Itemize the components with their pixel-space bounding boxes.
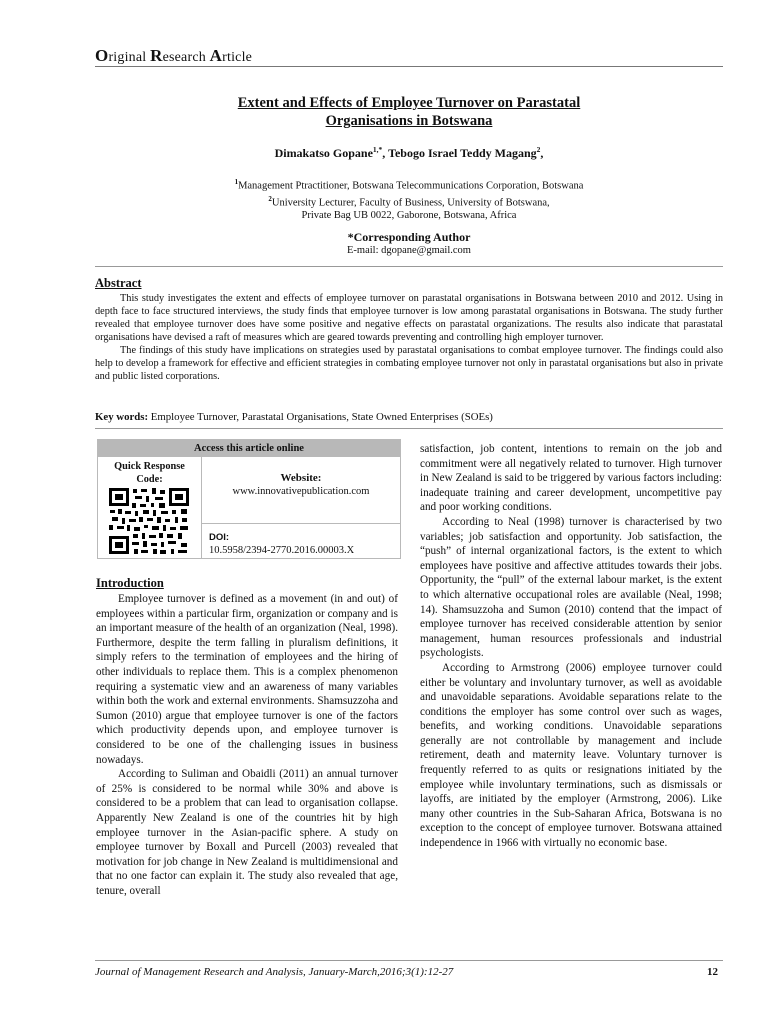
qr-code-label-line-1: Quick Response	[114, 461, 185, 472]
author-separator: ,	[382, 146, 389, 160]
affiliation-2	[95, 193, 723, 210]
website-label: Website:	[280, 472, 322, 484]
article-title-line-2: Organisations in Botswana	[325, 113, 493, 129]
doi-label: DOI:	[209, 532, 230, 543]
author-2-superscript: 2	[536, 145, 541, 154]
article-title-line-1: Extent and Effects of Employee Turnover on Parastatal	[237, 95, 581, 111]
doi-link[interactable]: 10.5958/2394-2770.2016.00003.X	[209, 545, 355, 556]
affiliation-2-superscript: 2	[268, 194, 272, 203]
corresponding-author-email: E-mail: dgopane@gmail.com	[347, 245, 471, 256]
journal-citation: Journal of Management Research and Analysis, January-March,2016;3(1):12-27	[95, 966, 454, 978]
affiliation-2-text: University Lecturer, Faculty of Business, University of Botswana,	[271, 197, 550, 208]
affiliation-1	[95, 176, 723, 193]
article-type-rest-2: esearch	[162, 50, 210, 65]
abstract-top-rule	[95, 266, 723, 267]
affiliations	[95, 176, 723, 222]
right-paragraph-2: According to Neal (1998) turnover is characterised by two variables; job satisfaction and opportunity. Job satisfaction, the “push” of internal organizational factors, is the extent to which employees have positive and affective attitudes towards their jobs. Opportunity, the “pull” of the external labour market, is the extent to which alternative occupational roles are available (Neal, 1998; 14). Shamsuzzoha and Sumon (2010) contend that the impact of employee turnover has received considerable attention by senior management, human resources professionals and industrial psychologists.	[420, 515, 722, 660]
website-link[interactable]: www.innovativepublication.com	[232, 486, 370, 497]
right-paragraph-1: satisfaction, job content, intentions to remain on the job and commitment were all negatively related to turnover. High turnover in New Zealand is said to be triggered by various factors including: inadequate training and career development, uncompetitive pay and poor working conditions.	[420, 443, 722, 514]
affiliation-1-superscript: 1	[234, 178, 239, 186]
keywords-rule	[95, 428, 723, 429]
qr-code-icon[interactable]	[108, 487, 190, 555]
article-type-initial-3: A	[209, 46, 223, 65]
affiliation-address: Private Bag UB 0022, Gaborone, Botswana, Africa	[301, 210, 517, 221]
article-type-rest-1: riginal	[108, 50, 151, 65]
author-1-name: Dimakatso Gopane	[274, 146, 373, 160]
abstract-paragraph-1: This study investigates the extent and effects of employee turnover on parastatal organisations in Botswana between 2010 and 2012. Using in depth face to face structured interviews, the study finds that employee turnover is low among parastatal organisations in Botswana. The study further revealed that employee turnover does have some positive and negative effects on parastatal organizations. The results also indicate that parastatal organisations have devised a raft of measures which are geared towards preventing and controlling high employer turnover.	[95, 293, 723, 343]
right-column-body	[420, 442, 722, 851]
page-number: 12	[707, 966, 718, 978]
article-type-initial-2: R	[150, 46, 163, 65]
affiliation-1-text: Management Ptractitioner, Botswana Telecommunications Corporation, Botswana	[238, 180, 584, 192]
keywords-label: Key words:	[95, 411, 149, 423]
article-type-rest-3: rticle	[222, 50, 253, 65]
access-box-heading: Access this article online	[98, 440, 400, 457]
corresponding-author-label: *Corresponding Author	[347, 230, 471, 244]
header-rule	[95, 66, 723, 67]
access-article-box	[97, 439, 401, 559]
article-type-initial-1: O	[95, 46, 109, 65]
qr-code-label-line-2: Code:	[136, 474, 163, 485]
author-2-name: Tebogo Israel Teddy Magang	[388, 146, 537, 160]
footer-rule	[95, 960, 723, 961]
article-title	[95, 94, 723, 130]
access-box-divider-horizontal	[201, 523, 400, 524]
abstract-paragraph-2: The findings of this study have implications on strategies used by parastatal organisations to combat employee turnover. The findings could also help to develop a framework for effective and efficient strategies in combating employee turnover not only in parastatal organisations but also in private and public listed corporations.	[95, 345, 723, 382]
author-1-superscript: 1,*	[372, 145, 383, 154]
keywords-text: Employee Turnover, Parastatal Organisations, State Owned Enterprises (SOEs)	[148, 411, 493, 423]
author-list	[95, 145, 723, 161]
article-type-label	[95, 46, 252, 66]
abstract-body	[95, 292, 723, 383]
qr-code-label	[98, 460, 201, 486]
author-trailing: ,	[540, 146, 544, 160]
intro-paragraph-2: According to Suliman and Obaidli (2011) an annual turnover of 25% is considered to be normal while 30% and above is considered to be a problem that can lead to organisation collapse. Apparently New Zealand is one of the countries hit by high employee turnover in the Asian-pacific sphere. A study on employee turnover by Boxall and Purcell (2003) revealed that motivation for job change in New Zealand is multidimensional and that no one factor can explain it. The study also revealed that age, tenure, overall	[96, 768, 398, 897]
left-column-body	[96, 592, 398, 898]
intro-paragraph-1: Employee turnover is defined as a movement (in and out) of employees within a particular firm, organization or company and is an important measure of the health of an organization (Neal, 1998). Furthermore, despite the term falling in pluralism definitions, it simply refers to the termination of employees and the hiring of other individuals to replace them. This is a complex phenomenon requiring a systematic view and an awareness of many variables within both the work and external environments. Shamsuzzoha and Sumon (2010) argue that employee turnover is one of the factors which productivity depends upon, and employee turnover is considered to be one of the challenging issues in business nowadays.	[96, 593, 398, 766]
abstract-heading: Abstract	[95, 276, 142, 290]
introduction-heading: Introduction	[96, 576, 164, 590]
keywords	[95, 411, 723, 423]
right-paragraph-3: According to Armstrong (2006) employee turnover could either be voluntary and involuntary turnover, as well as avoidable and unavoidable separations. Avoidable separations relate to the conditions the employer has some control over such as wages, benefits, and working conditions. Unavoidable separations generally are not controllable by management and include retirement, death and maternity leave. Voluntary turnover is frequently referred to as quits or resignations initiated by the employee while involuntary terminations, such as dismissals or layoffs, are initiated by the employer (Armstrong, 2006). Like many other countries in the Sub-Saharan Africa, Botswana is no exception to the concept of employee turnover. Botswana attained independence in 1966 with virtually no economic base.	[420, 661, 722, 850]
